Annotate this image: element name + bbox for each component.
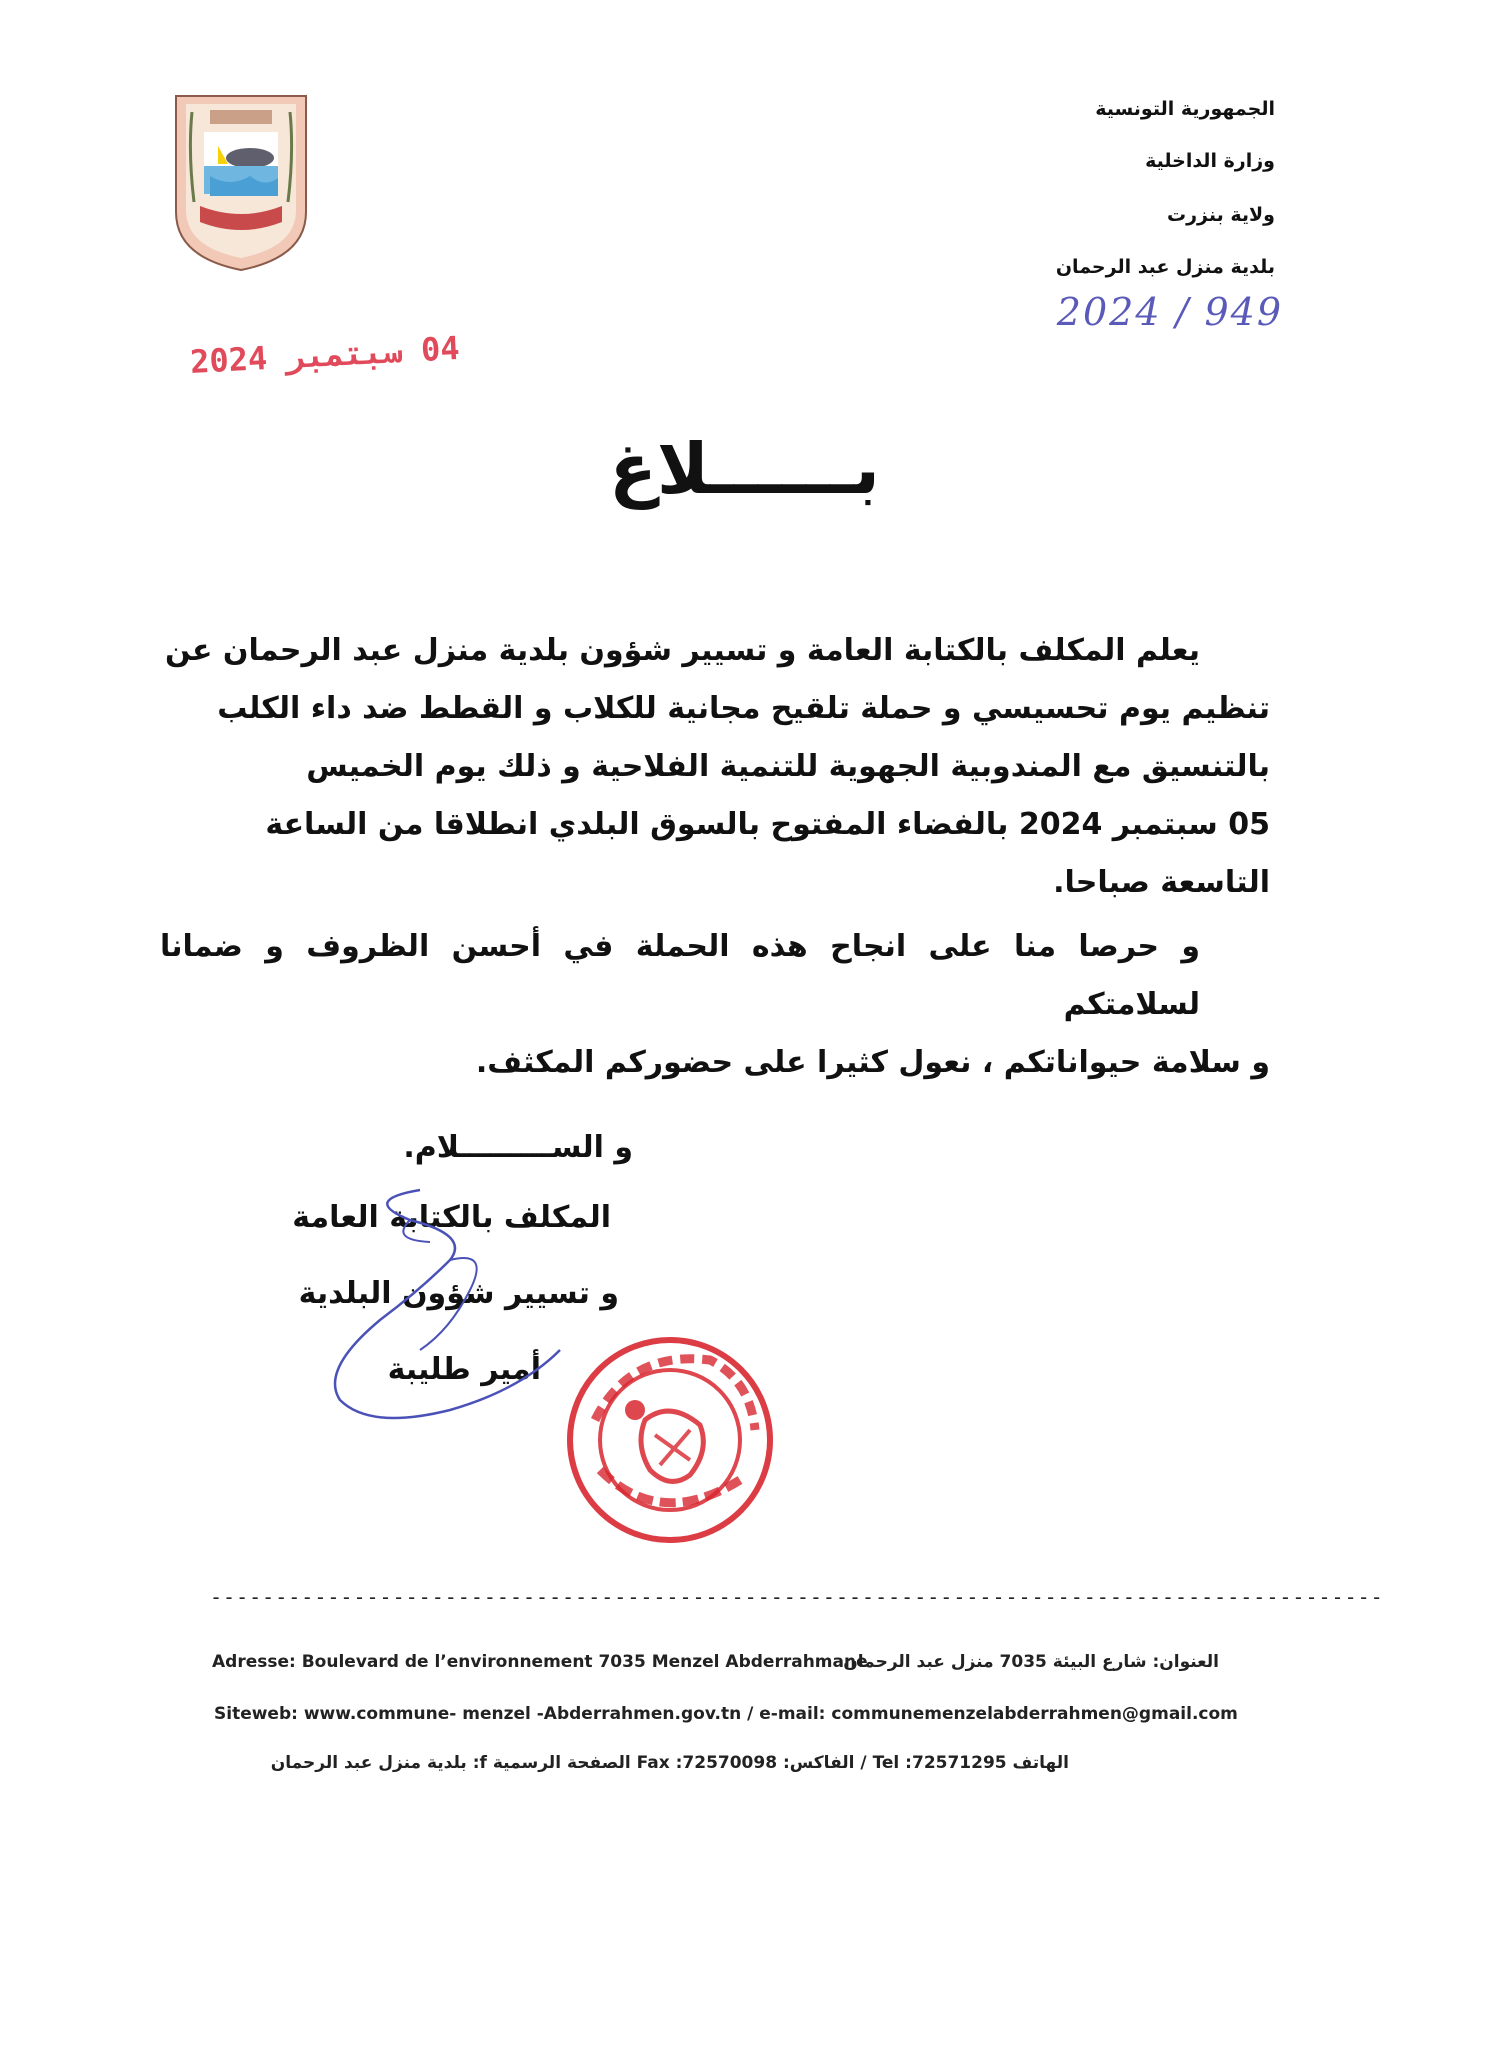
header-municipality: بلدية منزل عبد الرحمان xyxy=(1055,256,1275,278)
paragraph-line: و سلامة حيواناتكم ، نعول كثيرا على حضوركم المكثف. xyxy=(475,1045,1270,1080)
registration-number: 2024 / 949 xyxy=(1056,290,1283,334)
signatory-name: أمير طليبة xyxy=(387,1352,541,1387)
paragraph-line: 05 سبتمبر 2024 بالفضاء المفتوح بالسوق البلدي انطلاقا من الساعة xyxy=(265,807,1270,842)
paragraph-announcement xyxy=(160,622,1270,912)
footer-address-ar: العنوان: شارع البيئة 7035 منزل عبد الرحمان xyxy=(843,1652,1219,1672)
official-seal xyxy=(560,1330,780,1550)
municipality-coat-of-arms xyxy=(170,92,312,272)
header-ministry: وزارة الداخلية xyxy=(1145,150,1275,172)
footer-contacts: الهاتف 72571295: Tel / الفاكس: 72570098: Fax الصفحة الرسمية f: بلدية منزل عبد الرحمان xyxy=(270,1753,1069,1773)
signatory-role-line1: المكلف بالكتابة العامة xyxy=(292,1200,611,1235)
paragraph-line: تنظيم يوم تحسيسي و حملة تلقيح مجانية للكلاب و القطط ضد داء الكلب xyxy=(217,691,1270,726)
salutation: و الســـــــــلام. xyxy=(403,1130,633,1165)
paragraph-line: و حرصا منا على انجاح هذه الحملة في أحسن الظروف و ضمانا لسلامتكم xyxy=(160,929,1200,1022)
paragraph-closing xyxy=(160,918,1270,1092)
document-title: بــــــلاغ xyxy=(609,428,880,510)
header-governorate: ولاية بنزرت xyxy=(1167,204,1275,226)
paragraph-line: يعلم المكلف بالكتابة العامة و تسيير شؤون بلدية منزل عبد الرحمان عن xyxy=(165,633,1200,668)
footer-address-fr: Adresse: Boulevard de l’environnement 7035 Menzel Abderrahmane xyxy=(212,1652,868,1672)
date-stamp: 04 سبتمبر 2024 xyxy=(189,328,461,382)
header-country: الجمهورية التونسية xyxy=(1095,98,1275,120)
signatory-role-line2: و تسيير شؤون البلدية xyxy=(298,1276,619,1311)
footer-divider: ------------------------------------------------------------------------------------------ xyxy=(210,1585,1384,1609)
paragraph-line: بالتنسيق مع المندوبية الجهوية للتنمية الفلاحية و ذلك يوم الخميس xyxy=(306,749,1270,784)
paragraph-line: التاسعة صباحا. xyxy=(1053,865,1270,900)
footer-web-email: Siteweb: www.commune- menzel -Abderrahmen.gov.tn / e-mail: communemenzelabderrahmen@gmail.com xyxy=(214,1704,1238,1724)
